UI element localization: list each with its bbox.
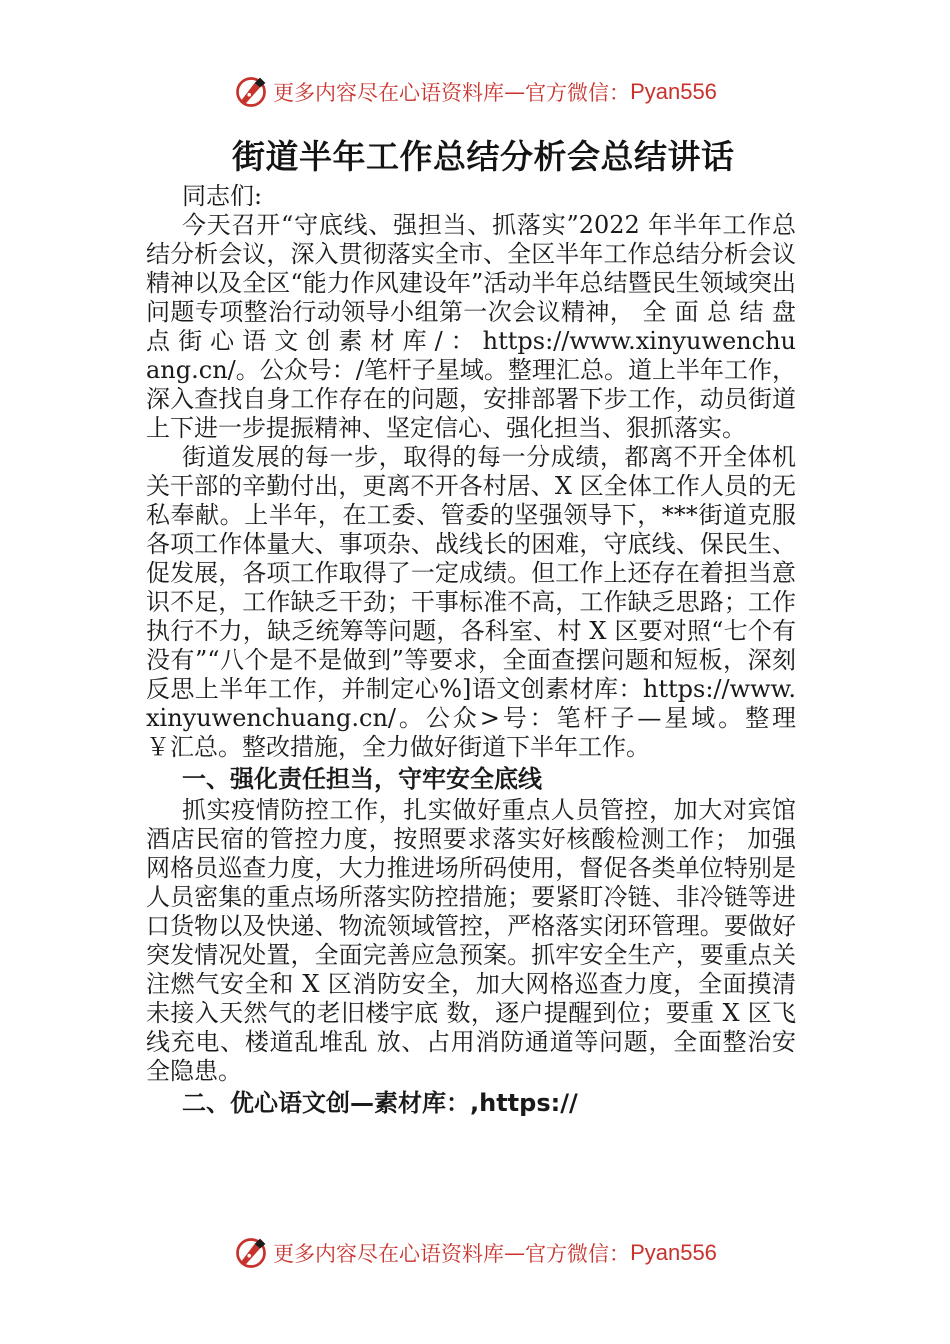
- watermark-banner-top: [0, 72, 950, 112]
- greeting: 同志们:: [182, 182, 263, 210]
- watermark-wechat-label: 官方微信：: [525, 81, 631, 105]
- pen-nib-logo-icon: [233, 1235, 269, 1271]
- document-body: [146, 138, 796, 1120]
- watermark-wechat-id: Pyan556: [630, 1240, 717, 1265]
- watermark-separator: —: [504, 1241, 526, 1265]
- section-1-paragraph: 抓实疫情防控工作，扎实做好重点人员管控，加大对宾馆酒店民宿的管控力度，按照要求落实好核酸检测工作； 加强网格员巡查力度，大力推进场所码使用，督促各类单位特别是人员密集的重点场所落实防控措施；要紧盯冷链、非冷链等进口货物以及快递、物流领域管控，严格落实闭环管理。要做好突发情况处置，全面完善应急预案。抓牢安全生产，要重点关注燃气安全和 X 区消防安全，加大网格巡查力度，全面摸清未接入天然气的老旧楼宇底 数，逐户提醒到位；要重 X 区飞线充电、楼道乱堆乱 放、占用消防通道等问题，全面整治安全隐患。: [146, 796, 796, 1085]
- paragraph-2: 街道发展的每一步，取得的每一分成绩，都离不开全体机关干部的辛勤付出，更离不开各村居、X 区全体工作人员的无私奉献。上半年，在工委、管委的坚强领导下，***街道克服各项工作体量大、事项杂、战线长的困难，守底线、保民生、促发展，各项工作取得了一定成绩。但工作上还存在着担当意识不足，工作缺乏干劲；干事标准不高，工作缺乏思路；工作执行不力，缺乏统筹等问题，各科室、村 X 区要对照“七个有没有”“八个是不是做到”等要求，全面查摆问题和短板，深刻反思上半年工作，并制定心%]语文创素材库：https://www.xinyuwenchuang.cn/。公众>号：笔杆子—星域。整理￥汇总。整改措施，全力做好街道下半年工作。: [146, 443, 796, 761]
- section-heading-2: 二、优心语文创—素材库：,https://: [182, 1089, 578, 1117]
- watermark-separator: —: [504, 80, 526, 104]
- pen-nib-logo-icon: [233, 74, 269, 110]
- watermark-prefix: 更多内容尽在心语资料库: [273, 81, 505, 105]
- watermark-wechat-label: 官方微信：: [525, 1242, 631, 1266]
- document-title: 街道半年工作总结分析会总结讲话: [232, 137, 735, 176]
- paragraph-1: 今天召开“守底线、强担当、抓落实”2022 年半年工作总结分析会议，深入贯彻落实全市、全区半年工作总结分析会议精神以及全区“能力作风建设年”活动半年总结暨民生领域突出问题专项整治行动领导小组第一次会议精神， 全 面 总 结 盘 点 街 心 语 文 创 素 材 库 / ： https://www.xinyuwenchuang.cn/。公众号：/笔杆子星域。整理汇总。道上半年工作，深入查找自身工作存在的问题，安排部署下步工作，动员街道上下进一步提振精神、坚定信心、强化担当、狠抓落实。: [146, 211, 796, 442]
- watermark-prefix: 更多内容尽在心语资料库: [273, 1242, 505, 1266]
- watermark-banner-bottom: [0, 1233, 950, 1273]
- section-heading-1: 一、强化责任担当，守牢安全底线: [182, 765, 542, 793]
- watermark-wechat-id: Pyan556: [630, 79, 717, 104]
